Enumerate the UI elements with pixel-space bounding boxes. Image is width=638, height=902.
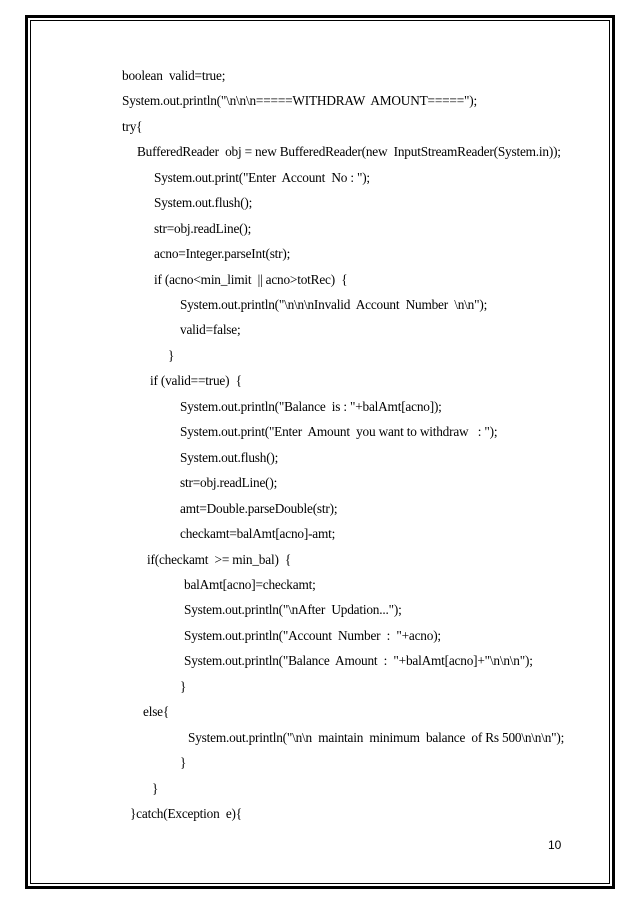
- code-line: acno=Integer.parseInt(str);: [154, 246, 291, 262]
- code-line: checkamt=balAmt[acno]-amt;: [180, 526, 336, 542]
- code-line: System.out.println("\n\n maintain minimum balance of Rs 500\n\n\n");: [188, 729, 565, 745]
- code-line: System.out.println("Account Number : "+acno);: [184, 627, 441, 643]
- code-line: }: [152, 780, 159, 796]
- code-line: System.out.flush();: [180, 449, 279, 465]
- code-line: }catch(Exception e){: [130, 806, 242, 821]
- code-line: System.out.println("\nAfter Updation...");: [184, 602, 402, 618]
- code-line: }: [168, 347, 175, 363]
- code-line: if (valid==true) {: [150, 373, 242, 389]
- code-line: balAmt[acno]=checkamt;: [184, 576, 316, 592]
- code-line: System.out.print("Enter Amount you want to withdraw : ");: [180, 424, 498, 440]
- code-line: System.out.println("\n\n\n=====WITHDRAW AMOUNT=====");: [122, 93, 477, 109]
- code-line: System.out.flush();: [154, 195, 253, 211]
- code-line: amt=Double.parseDouble(str);: [180, 500, 338, 516]
- page-number: 10: [548, 838, 562, 852]
- code-line: System.out.println("Balance is : "+balAmt[acno]);: [180, 398, 442, 414]
- code-line: if(checkamt >= min_bal) {: [147, 551, 292, 567]
- code-line: System.out.print("Enter Account No : ");: [154, 169, 370, 185]
- code-line: System.out.println("Balance Amount : "+balAmt[acno]+"\n\n\n");: [184, 653, 533, 669]
- code-line: System.out.println("\n\n\nInvalid Account Number \n\n");: [180, 297, 488, 313]
- code-line: BufferedReader obj = new BufferedReader(new InputStreamReader(System.in));: [137, 144, 561, 160]
- code-line: try{: [122, 118, 143, 134]
- code-line: }: [180, 678, 187, 694]
- code-line: if (acno<min_limit || acno>totRec) {: [154, 271, 348, 287]
- code-line: str=obj.readLine();: [180, 475, 278, 491]
- code-line: else{: [143, 704, 170, 720]
- code-line: str=obj.readLine();: [154, 220, 252, 236]
- code-line: valid=false;: [180, 322, 241, 338]
- code-line: }: [180, 755, 187, 771]
- code-line: boolean valid=true;: [122, 68, 226, 83]
